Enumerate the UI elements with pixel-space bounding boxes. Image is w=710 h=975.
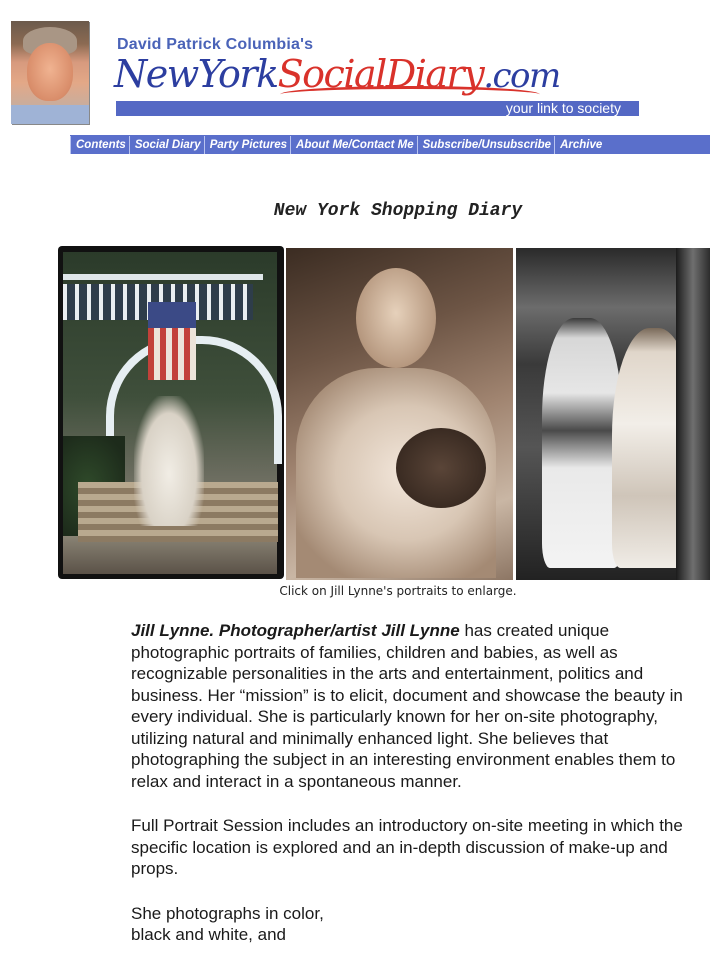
main-nav [70, 135, 710, 154]
article-p3-line1: She photographs in color, [131, 903, 324, 923]
porch-roof [63, 274, 263, 280]
author-face [27, 43, 73, 101]
article-p3-line2: black and white, and [131, 925, 286, 944]
article-paragraph-1 [131, 620, 699, 792]
american-flag [148, 302, 196, 380]
site-tagline: your link to society [116, 101, 639, 116]
mother-head [356, 268, 436, 368]
nav-contents[interactable]: Contents [70, 136, 129, 154]
portrait-children[interactable] [516, 248, 710, 580]
nav-party-pictures[interactable]: Party Pictures [204, 136, 290, 154]
article-paragraph-3 [131, 903, 699, 946]
site-byline: David Patrick Columbia's [117, 36, 314, 53]
portrait-family-house[interactable] [58, 246, 284, 579]
tree-trunk [676, 248, 710, 580]
nav-archive[interactable]: Archive [554, 136, 605, 154]
logo-part-dotcom: .com [483, 56, 560, 96]
nav-about-contact[interactable]: About Me/Contact Me [290, 136, 417, 154]
logo-part-newyork: NewYork [114, 52, 278, 96]
boy-figure [542, 318, 622, 568]
author-photo [11, 21, 89, 124]
portrait-mother-baby[interactable] [286, 248, 513, 580]
article-body [131, 620, 699, 969]
nav-subscribe[interactable]: Subscribe/Unsubscribe [417, 136, 554, 154]
article-paragraph-2: Full Portrait Session includes an introductory on-site meeting in which the specific location is explored and an in-depth discussion of make-up and props. [131, 816, 683, 878]
author-shirt [11, 105, 89, 124]
article-p1-text: has created unique photographic portraits of families, children and babies, as well as recognizable personalities in the arts and entertainment, politics and business. Her “mission” is to elicit, document and showcase the beauty in every individual. She is particularly known for her on-site photography, utilizing natural and minimally enhanced light. She believes that photographing the subject in an interesting environment enables them to relax and interact in a spontaneous manner. [131, 621, 683, 791]
logo-part-socialdiary: SocialDiary [277, 52, 484, 96]
nav-social-diary[interactable]: Social Diary [129, 136, 204, 154]
gallery-caption: Click on Jill Lynne's portraits to enlarge. [279, 584, 517, 598]
baby-figure [396, 428, 486, 508]
article-lead: Jill Lynne. Photographer/artist Jill Lynne [131, 621, 460, 640]
family-group [134, 396, 204, 526]
page-title: New York Shopping Diary [273, 201, 523, 221]
